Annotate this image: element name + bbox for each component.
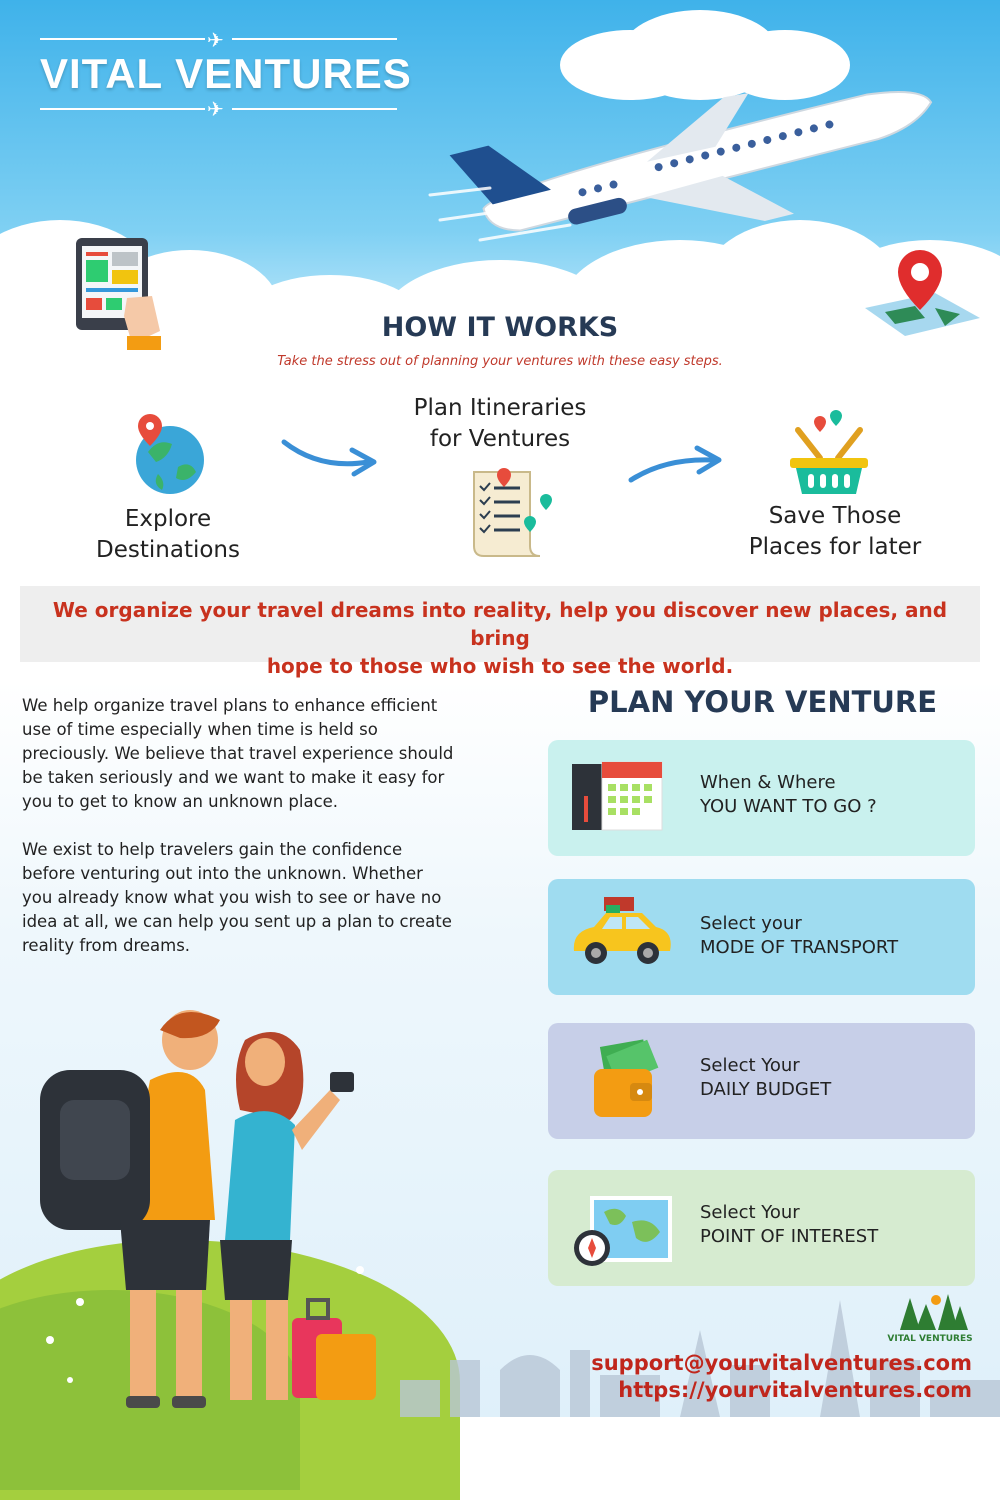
- step-plan-line2: for Ventures: [429, 426, 571, 452]
- plane-small-icon: ✈: [207, 28, 224, 52]
- taxi-icon: [566, 895, 676, 967]
- airplane-icon: [420, 70, 940, 250]
- about-paragraph-1: [22, 694, 522, 814]
- step-explore-line1: Explore: [124, 506, 212, 532]
- card-when-where[interactable]: [548, 740, 975, 856]
- how-it-works-title: HOW IT WORKS: [381, 312, 619, 343]
- how-it-works-subtitle: Take the stress out of planning your ventures with these easy steps.: [277, 354, 723, 369]
- contact-email-link[interactable]: support@yourvitalventures.com: [591, 1351, 972, 1375]
- about-line: be taken seriously and we want to make it easy for: [22, 768, 445, 787]
- wallet-icon: [588, 1037, 678, 1123]
- card-point-of-interest[interactable]: [548, 1170, 975, 1286]
- brand-title: VITAL VENTURES: [40, 50, 412, 97]
- footer-logo-text: VITAL VENTURES: [887, 1334, 973, 1344]
- card-transport[interactable]: [548, 879, 975, 995]
- mission-banner-text: [30, 596, 970, 680]
- plane-small-icon: ✈: [207, 97, 224, 121]
- step-plan-line1: Plan Itineraries: [413, 395, 587, 421]
- card-transport-line1: Select your: [700, 913, 802, 934]
- step-save-line1: Save Those: [768, 503, 902, 529]
- about-line: you to get to know an unknown place.: [22, 792, 339, 811]
- about-line: preciously. We believe that travel experience should: [22, 744, 454, 763]
- mission-line2: hope to those who wish to see the world.: [266, 654, 734, 678]
- basket-icon: [784, 408, 874, 498]
- map-compass-icon: [570, 1192, 680, 1272]
- card-budget-line2: DAILY BUDGET: [700, 1079, 832, 1100]
- about-line: idea at all, we can help you sent up a plan to create: [22, 912, 452, 931]
- step-save-line2: Places for later: [748, 534, 922, 560]
- footer-logo-trees: [888, 1290, 972, 1334]
- about-line: reality from dreams.: [22, 936, 191, 955]
- arrow-right-icon: [280, 430, 380, 480]
- about-line: you already know what you wish to see or have no: [22, 888, 442, 907]
- mission-line1: We organize your travel dreams into reality, help you discover new places, and bring: [52, 598, 948, 650]
- about-line: use of time especially when time is held so: [22, 720, 378, 739]
- globe-pin-icon: [128, 412, 208, 497]
- about-paragraph-2: [22, 838, 522, 958]
- plan-your-venture-title: PLAN YOUR VENTURE: [587, 685, 938, 719]
- card-when-where-line2: YOU WANT TO GO ?: [700, 796, 877, 817]
- card-poi-line1: Select Your: [700, 1202, 800, 1223]
- about-line: We help organize travel plans to enhance efficient: [22, 696, 438, 715]
- card-budget[interactable]: [548, 1023, 975, 1139]
- travelers-illustration: [30, 1000, 430, 1417]
- contact-website-link[interactable]: https://yourvitalventures.com: [618, 1378, 972, 1402]
- card-budget-line1: Select Your: [700, 1055, 800, 1076]
- card-poi-line2: POINT OF INTEREST: [700, 1226, 879, 1247]
- calendar-icon: [568, 756, 668, 836]
- step-explore-line2: Destinations: [96, 537, 240, 563]
- arrow-right-icon: [625, 430, 725, 485]
- card-when-where-line1: When & Where: [700, 772, 836, 793]
- about-line: before venturing out into the unknown. Whether: [22, 864, 423, 883]
- about-line: We exist to help travelers gain the confidence: [22, 840, 403, 859]
- card-transport-line2: MODE OF TRANSPORT: [700, 937, 899, 958]
- checklist-icon: [468, 466, 558, 561]
